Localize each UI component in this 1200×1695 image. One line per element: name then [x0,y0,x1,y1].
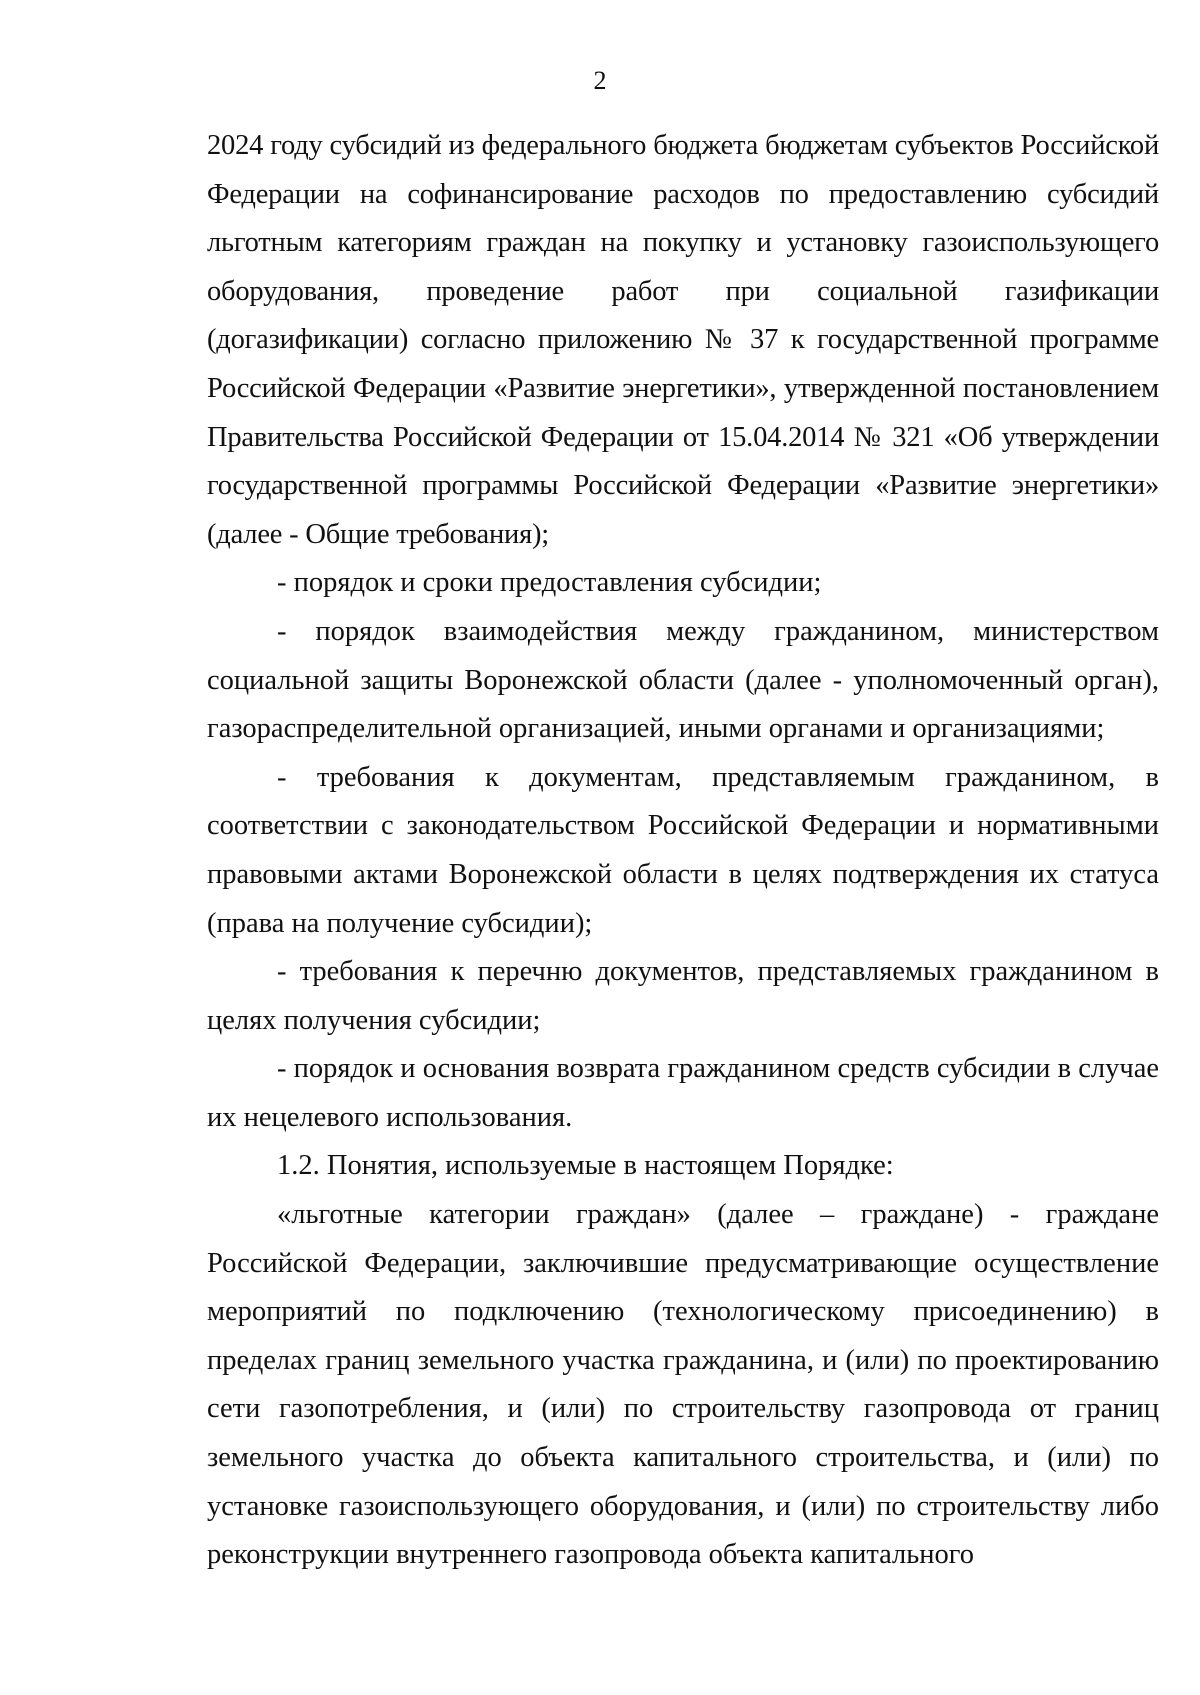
page-number: 2 [593,66,607,95]
list-item-procedure-terms: - порядок и сроки предоставления субсидии; [277,567,822,599]
document-body [207,122,1159,1580]
section-heading-concepts: 1.2. Понятия, используемые в настоящем Порядке: [277,1150,894,1182]
paragraph-definition-beneficiaries: «льготные категории граждан» (далее – граждане) - граждане Российской Федерации, заключившие предусматривающие осуществление мероприятий по подключению (технологическому присоединению) в пределах границ земельного участка гражданина, и (или) по проектированию сети газопотребления, и (или) по строительству газопровода от границ земельного участка до объекта капитального строительства, и (или) по установке газоиспользующего оборудования, и (или) по строительству либо реконструкции внутреннего газопровода объекта капитального [207,1199,1159,1571]
list-item-document-requirements: - требования к документам, представляемым гражданином, в соответствии с законодательством Российской Федерации и нормативными правовыми актами Воронежской области в целях подтверждения их статуса (права на получение субсидии); [207,761,1159,939]
list-item-document-list-requirements: - требования к перечню документов, представляемых гражданином в целях получения субсидии; [207,956,1159,1036]
list-item-return-procedure: - порядок и основания возврата гражданином средств субсидии в случае их нецелевого использования. [207,1053,1159,1133]
list-item-interaction-procedure: - порядок взаимодействия между гражданином, министерством социальной защиты Воронежской области (далее - уполномоченный орган), газораспределительной организацией, иными органами и организациями; [207,615,1159,745]
paragraph-general-requirements: 2024 году субсидий из федерального бюджета бюджетам субъектов Российской Федерации на софинансирование расходов по предоставлению субсидий льготным категориям граждан на покупку и установку газоиспользующего оборудования, проведение работ при социальной газификации (догазификации) согласно приложению № 37 к государственной программе Российской Федерации «Развитие энергетики», утвержденной постановлением Правительства Российской Федерации от 15.04.2014 № 321 «Об утверждении государственной программы Российской Федерации «Развитие энергетики» (далее - Общие требования); [207,130,1159,550]
